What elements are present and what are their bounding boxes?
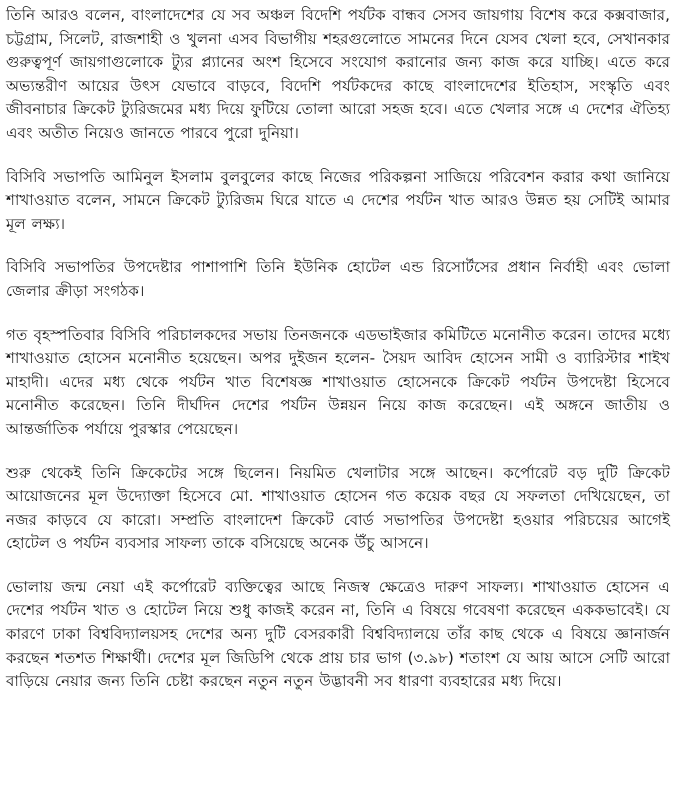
paragraph-role: বিসিবি সভাপতির উপদেষ্টার পাশাপাশি তিনি ইউনিক হোটেল এন্ড রিসোর্টসের প্রধান নির্বাহী এবং ভোলা জেলার ক্রীড়া সংগঠক। [6,258,670,300]
paragraph-advisor-appointment: গত বৃহস্পতিবার বিসিবি পরিচালকদের সভায় তিনজনকে এডভাইজার কমিটিতে মনোনীত করেন। তাদের মধ্যে শাখাওয়াত হোসেন মনোনীত হয়েছেন। অপর দুইজন হলেন- সৈয়দ আবিদ হোসেন সামী ও ব্যারিস্টার শাইখ মাহাদী। এদের মধ্য থেকে পর্যটন খাত বিশেষজ্ঞ শাখাওয়াত হোসেনকে ক্রিকেট পর্যটন উপদেষ্টা হিসেবে মনোনীত করেছেন। তিনি দীর্ঘদিন দেশের পর্যটন উন্নয়ন নিয়ে কাজ করেছেন। এই অঙ্গনে জাতীয় ও আন্তর্জাতিক পর্যায়ে পুরস্কার পেয়েছেন। [6,325,670,438]
paragraph-tourism-research: ভোলায় জন্ম নেয়া এই কর্পোরেট ব্যক্তিত্বের আছে নিজস্ব ক্ষেত্রেও দারুণ সাফল্য। শাখাওয়াত হোসেন এ দেশের পর্যটন খাত ও হোটেল নিয়ে শুধু কাজই করেন না, তিনি এ বিষয়ে গবেষণা করেছেন এককভাবেই। যে কারণে ঢাকা বিশ্ববিদ্যালয়সহ দেশের অন্য দুটি বেসরকারী বিশ্ববিদ্যালয়ে তাঁর কাছ থেকে এ বিষয়ে জ্ঞানার্জন করছেন শতশত শিক্ষার্থী। দেশের মূল জিডিপি থেকে প্রায় চার ভাগ (৩.৯৮) শতাংশ যে আয় আসে সেটি আরো বাড়িয়ে নেয়ার জন্য তিনি চেষ্টা করছেন নতুন নতুন উদ্ভাবনী সব ধারণা ব্যবহারের মধ্য দিয়ে। [6,577,670,691]
article-body [6,4,670,714]
paragraph-bcb-president-plan: বিসিবি সভাপতি আমিনুল ইসলাম বুলবুলের কাছে নিজের পরিকল্পনা সাজিয়ে পরিবেশন করার কথা জানিয়ে শাখাওয়াত বলেন, সামনে ক্রিকেট ট্যুরিজম ঘিরে যাতে এ দেশের পর্যটন খাত আরও উন্নত হয় সেটিই আমার মূল লক্ষ্য। [6,167,670,233]
paragraph-cricket-background: শুরু থেকেই তিনি ক্রিকেটের সঙ্গে ছিলেন। নিয়মিত খেলাটার সঙ্গে আছেন। কর্পোরেট বড় দুটি ক্রিকেট আয়োজনের মূল উদ্যোক্তা হিসেবে মো. শাখাওয়াত হোসেন গত কয়েক বছর যে সফলতা দেখিয়েছেন, তা নজর কাড়বে যে কারো। সম্প্রতি বাংলাদেশ ক্রিকেট বোর্ড সভাপতির উপদেষ্টা হওয়ার পরিচয়ের আগেই হোটেল ও পর্যটন ব্যবসার সাফল্য তাকে বসিয়েছে অনেক উঁচু আসনে। [6,463,670,553]
paragraph-tour-plan: তিনি আরও বলেন, বাংলাদেশের যে সব অঞ্চল বিদেশি পর্যটক বান্ধব সেসব জায়গায় বিশেষ করে কক্সবাজার, চট্টগ্রাম, সিলেট, রাজশাহী ও খুলনা এসব বিভাগীয় শহরগুলোতে সামনের দিনে যেসব খেলা হবে, সেখানকার গুরুত্বপূর্ণ জায়গাগুলোকে ট্যুর প্ল্যানের অংশ হিসেবে সংযোগ করানোর জন্য কাজ করে যাচ্ছি। এতে করে অভ্যন্তরীণ আয়ের উৎস যেভাবে বাড়বে, বিদেশি পর্যটকদের কাছে বাংলাদেশের ইতিহাস, সংস্কৃতি এবং জীবনাচার ক্রিকেট ট্যুরিজমের মধ্য দিয়ে ফুটিয়ে তোলা আরো সহজ হবে। এতে খেলার সঙ্গে এ দেশের ঐতিহ্য এবং অতীত নিয়েও জানতে পারবে পুরো দুনিয়া। [6,6,670,142]
